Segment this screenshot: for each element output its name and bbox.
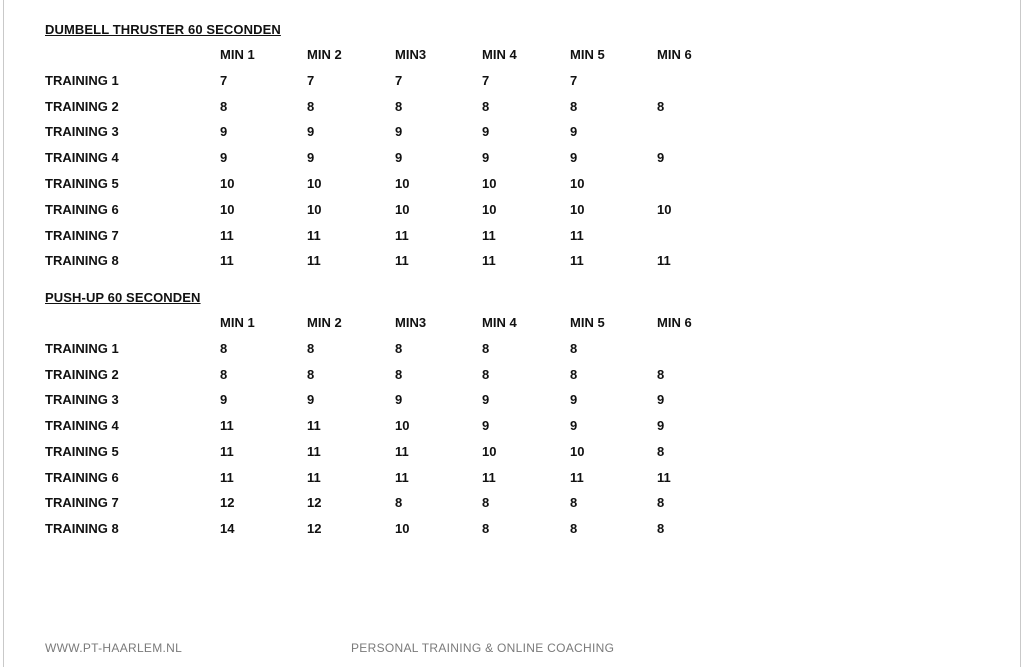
footer-tagline: PERSONAL TRAINING & ONLINE COACHING — [351, 641, 615, 655]
table-cell: 8 — [657, 367, 665, 382]
column-header: MIN 1 — [220, 47, 255, 62]
table-cell: 7 — [307, 73, 315, 88]
section-title: DUMBELL THRUSTER 60 SECONDEN — [45, 22, 281, 37]
table-cell: 11 — [307, 228, 321, 243]
table-cell: 11 — [307, 444, 321, 459]
column-header: MIN 6 — [657, 315, 692, 330]
table-cell: 9 — [307, 150, 315, 165]
table-cell: 9 — [220, 124, 228, 139]
table-cell: 9 — [657, 392, 665, 407]
table-cell: 11 — [570, 228, 584, 243]
table-cell: 11 — [570, 253, 584, 268]
table-cell: 11 — [395, 470, 409, 485]
column-header: MIN3 — [395, 315, 427, 330]
table-cell: 8 — [570, 495, 578, 510]
table-cell: 8 — [307, 99, 315, 114]
row-label: TRAINING 1 — [45, 341, 119, 356]
table-cell: 9 — [395, 124, 403, 139]
table-cell: 7 — [570, 73, 578, 88]
table-cell: 8 — [570, 99, 578, 114]
row-label: TRAINING 3 — [45, 392, 119, 407]
table-cell: 10 — [307, 202, 322, 217]
table-cell: 8 — [482, 99, 490, 114]
column-header: MIN 4 — [482, 47, 517, 62]
table-cell: 10 — [220, 202, 235, 217]
table-cell: 8 — [395, 99, 403, 114]
table-cell: 11 — [482, 228, 496, 243]
column-header: MIN 5 — [570, 47, 605, 62]
table-cell: 11 — [220, 253, 234, 268]
table-cell: 9 — [307, 124, 315, 139]
table-cell: 10 — [482, 176, 497, 191]
table-cell: 8 — [570, 341, 578, 356]
table-cell: 11 — [220, 418, 234, 433]
table-cell: 8 — [657, 495, 665, 510]
table-cell: 11 — [657, 470, 671, 485]
row-label: TRAINING 5 — [45, 176, 119, 191]
table-cell: 9 — [482, 150, 490, 165]
table-cell: 9 — [570, 150, 578, 165]
table-cell: 8 — [220, 367, 228, 382]
table-cell: 9 — [482, 124, 490, 139]
row-label: TRAINING 7 — [45, 495, 119, 510]
table-cell: 9 — [657, 418, 665, 433]
table-cell: 10 — [395, 202, 410, 217]
row-label: TRAINING 1 — [45, 73, 119, 88]
table-cell: 8 — [220, 341, 228, 356]
table-cell: 9 — [570, 124, 578, 139]
table-cell: 8 — [657, 444, 665, 459]
table-cell: 11 — [482, 470, 496, 485]
table-cell: 8 — [395, 367, 403, 382]
table-cell: 11 — [395, 444, 409, 459]
table-cell: 8 — [395, 341, 403, 356]
table-cell: 11 — [307, 418, 321, 433]
table-cell: 9 — [657, 150, 665, 165]
column-header: MIN 1 — [220, 315, 255, 330]
table-cell: 14 — [220, 521, 235, 536]
table-cell: 7 — [482, 73, 490, 88]
row-label: TRAINING 2 — [45, 99, 119, 114]
table-cell: 11 — [482, 253, 496, 268]
table-cell: 11 — [220, 228, 234, 243]
table-cell: 7 — [395, 73, 403, 88]
table-cell: 9 — [220, 392, 228, 407]
footer-website: WWW.PT-HAARLEM.NL — [45, 641, 183, 655]
table-cell: 10 — [570, 176, 585, 191]
table-cell: 9 — [307, 392, 315, 407]
table-cell: 8 — [657, 521, 665, 536]
table-cell: 10 — [395, 521, 410, 536]
table-cell: 10 — [395, 418, 410, 433]
table-cell: 10 — [482, 444, 497, 459]
table-cell: 7 — [220, 73, 228, 88]
table-cell: 11 — [307, 253, 321, 268]
table-cell: 9 — [570, 418, 578, 433]
column-header: MIN 2 — [307, 47, 342, 62]
table-cell: 11 — [220, 470, 234, 485]
row-label: TRAINING 8 — [45, 253, 119, 268]
table-cell: 8 — [570, 521, 578, 536]
table-cell: 12 — [307, 521, 322, 536]
table-cell: 8 — [657, 99, 665, 114]
column-header: MIN 5 — [570, 315, 605, 330]
table-cell: 8 — [307, 367, 315, 382]
row-label: TRAINING 6 — [45, 470, 119, 485]
table-cell: 10 — [395, 176, 410, 191]
table-cell: 11 — [307, 470, 321, 485]
table-cell: 8 — [482, 341, 490, 356]
table-cell: 8 — [395, 495, 403, 510]
table-cell: 10 — [570, 202, 585, 217]
row-label: TRAINING 5 — [45, 444, 119, 459]
table-cell: 8 — [307, 341, 315, 356]
table-cell: 11 — [657, 253, 671, 268]
table-cell: 9 — [570, 392, 578, 407]
table-cell: 8 — [482, 495, 490, 510]
table-cell: 12 — [307, 495, 322, 510]
table-cell: 8 — [482, 367, 490, 382]
table-cell: 9 — [482, 418, 490, 433]
row-label: TRAINING 6 — [45, 202, 119, 217]
table-cell: 9 — [395, 392, 403, 407]
table-cell: 8 — [482, 521, 490, 536]
table-cell: 10 — [570, 444, 585, 459]
column-header: MIN 4 — [482, 315, 517, 330]
table-cell: 10 — [657, 202, 672, 217]
table-cell: 11 — [570, 470, 584, 485]
table-cell: 11 — [395, 253, 409, 268]
row-label: TRAINING 8 — [45, 521, 119, 536]
table-cell: 11 — [220, 444, 234, 459]
table-cell: 8 — [220, 99, 228, 114]
table-cell: 9 — [482, 392, 490, 407]
table-cell: 8 — [570, 367, 578, 382]
row-label: TRAINING 2 — [45, 367, 119, 382]
row-label: TRAINING 4 — [45, 418, 119, 433]
row-label: TRAINING 7 — [45, 228, 119, 243]
table-cell: 10 — [220, 176, 235, 191]
section-title: PUSH-UP 60 SECONDEN — [45, 290, 201, 305]
row-label: TRAINING 4 — [45, 150, 119, 165]
table-cell: 12 — [220, 495, 235, 510]
column-header: MIN3 — [395, 47, 427, 62]
table-cell: 9 — [220, 150, 228, 165]
table-cell: 10 — [482, 202, 497, 217]
column-header: MIN 2 — [307, 315, 342, 330]
row-label: TRAINING 3 — [45, 124, 119, 139]
column-header: MIN 6 — [657, 47, 692, 62]
table-cell: 10 — [307, 176, 322, 191]
document-page — [3, 0, 1021, 667]
table-cell: 9 — [395, 150, 403, 165]
table-cell: 11 — [395, 228, 409, 243]
